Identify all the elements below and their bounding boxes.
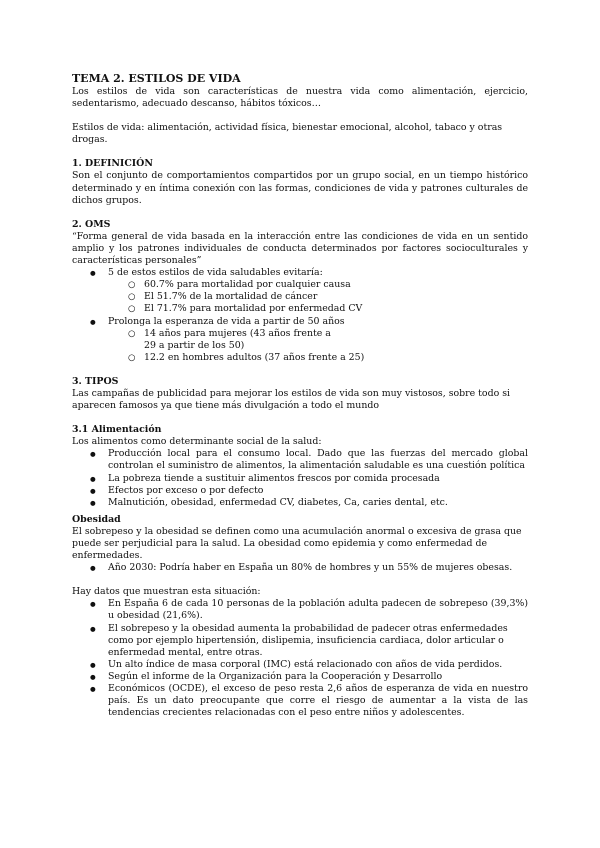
datos-lead: Hay datos que muestran esta situación: (72, 586, 261, 598)
oms-quote: “Forma general de vida basada en la interacción entre las condiciones de vida en un sentido amplio y los patrones individuales de conducta determinados por factores socioculturales y características personales” (72, 230, 528, 267)
oms-bullet-list (72, 267, 528, 364)
sub-list-item: ○ 14 años para mujeres (43 años frente a 29 a partir de los 50) (72, 328, 344, 352)
alimentacion-list (72, 448, 528, 508)
intro-paragraph-2: Estilos de vida: alimentación, actividad física, bienestar emocional, alcohol, tabaco y otras drogas. (72, 122, 503, 146)
datos-list (72, 598, 528, 719)
sub-list (72, 328, 528, 364)
sub-list-item: ○ 12.2 en hombres adultos (37 años frente a 25) (72, 352, 528, 364)
sub-list-item: ○ 60.7% para mortalidad por cualquier causa (72, 279, 528, 291)
document-page (72, 72, 528, 719)
definicion-paragraph: Son el conjunto de comportamientos compartidos por un grupo social, en un tiempo histórico determinado y en íntima conexión con las formas, condiciones de vida y patrones culturales de dichos grupos. (72, 170, 528, 206)
list-item (72, 267, 528, 315)
section-heading-definicion: 1. DEFINICIÓN (72, 158, 153, 170)
list-item: ● La pobreza tiende a sustituir alimentos frescos por comida procesada (72, 473, 528, 485)
list-item: ● Un alto índice de masa corporal (IMC) está relacionado con años de vida perdidos. (72, 659, 528, 671)
list-item: ● Económicos (OCDE), el exceso de peso resta 2,6 años de esperanza de vida en nuestro país. Es un dato preocupante que corre el riesgo de aumentar a la vista de las tendencias crecientes relacionadas con el peso entre niños y adolescentes. (72, 683, 528, 719)
obesidad-paragraph: El sobrepeso y la obesidad se definen como una acumulación anormal o excesiva de grasa que puede ser perjudicial para la salud. La obesidad como epidemia y como enfermedad de enfermedades. (72, 525, 522, 562)
list-item: ● Malnutición, obesidad, enfermedad CV, diabetes, Ca, caries dental, etc. (72, 497, 528, 509)
tipos-paragraph: Las campañas de publicidad para mejorar los estilos de vida son muy vistosos, sobre todo si aparecen famosos ya que tiene más divulgación a todo el mundo (72, 387, 511, 412)
section-heading-oms: 2. OMS (72, 218, 111, 230)
list-item: ● Según el informe de la Organización para la Cooperación y Desarrollo (72, 671, 528, 683)
list-item-text: Prolonga la esperanza de vida a partir de 50 años (108, 315, 345, 327)
sub-list (72, 279, 528, 315)
list-item: ● Año 2030: Podría haber en España un 80% de hombres y un 55% de mujeres obesas. (72, 562, 528, 574)
sub-list-item: ○ El 51.7% de la mortalidad de cáncer (72, 291, 528, 303)
subsection-heading-obesidad: Obesidad (72, 513, 121, 525)
section-heading-tipos: 3. TIPOS (72, 375, 119, 387)
intro-paragraph: Los estilos de vida son características de nuestra vida como alimentación, ejercicio, sedentarismo, adecuado descanso, hábitos tóxicos… (72, 86, 528, 110)
list-item: ● Efectos por exceso o por defecto (72, 485, 528, 497)
sub-list-item: ○ El 71.7% para mortalidad por enfermedad CV (72, 303, 528, 315)
list-item: ● Producción local para el consumo local. Dado que las fuerzas del mercado global controlan el suministro de alimentos, la alimentación saludable es una cuestión política (72, 448, 528, 472)
obesidad-list (72, 562, 528, 574)
alimentacion-lead: Los alimentos como determinante social de la salud: (72, 436, 322, 448)
list-item: ● El sobrepeso y la obesidad aumenta la probabilidad de padecer otras enfermedades como por ejemplo hipertensión, dislipemia, insuficiencia cardiaca, dolor articular o enfermedad mental, entre otras. (72, 623, 528, 659)
list-item-text: 5 de estos estilos de vida saludables evitaría: (108, 267, 323, 279)
list-item: ● En España 6 de cada 10 personas de la población adulta padecen de sobrepeso (39,3%) u obesidad (21,6%). (72, 598, 528, 622)
subsection-heading-alimentacion: 3.1 Alimentación (72, 424, 162, 436)
list-item (72, 316, 528, 364)
document-title: TEMA 2. ESTILOS DE VIDA (72, 72, 241, 85)
